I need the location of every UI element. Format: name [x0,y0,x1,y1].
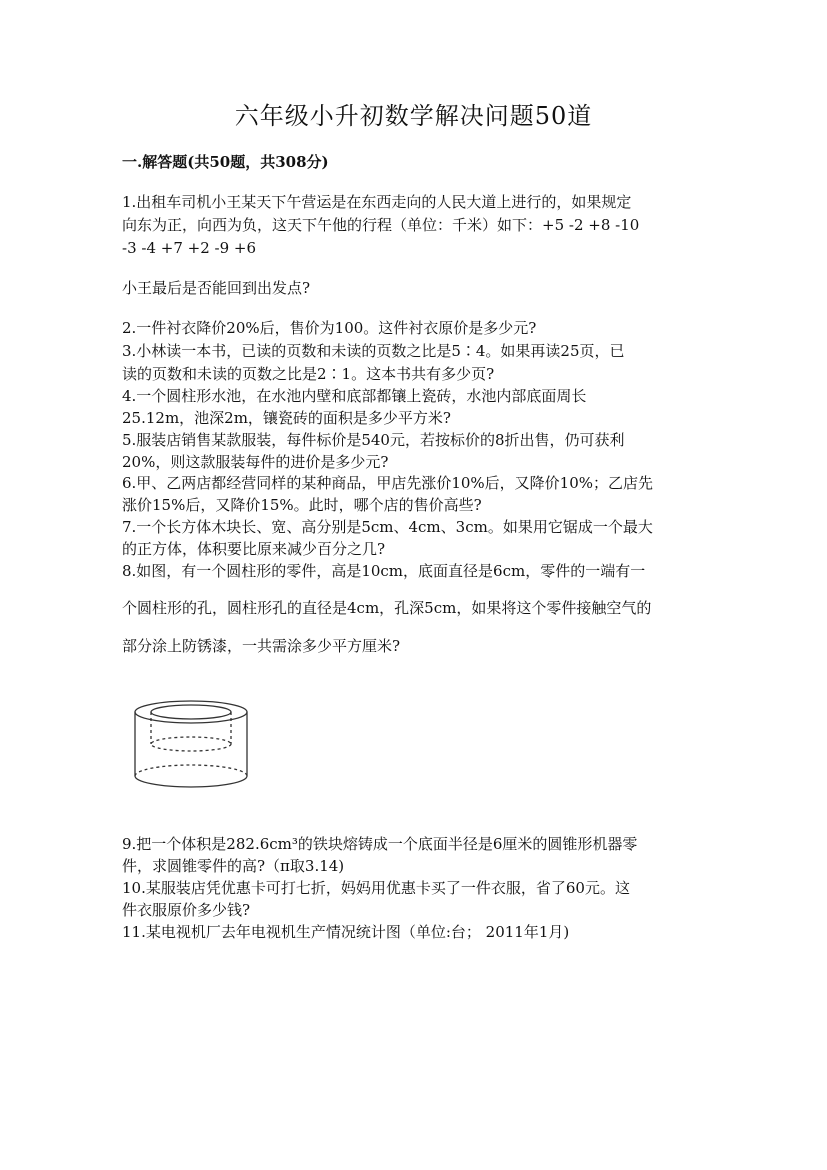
outer-top-ellipse [135,701,247,723]
problem-3-line-1: 3.小林读一本书，已读的页数和未读的页数之比是5∶4。如果再读25页，已 [122,342,625,360]
problem-2-line-1: 2.一件衬衣降价20%后，售价为100。这件衬衣原价是多少元? [122,319,537,337]
problem-10-line-1: 10.某服装店凭优惠卡可打七折，妈妈用优惠卡买了一件衣服，省了60元。这 [122,879,630,897]
inner-hole-top-ellipse [151,705,231,719]
problem-1-line-2: 向东为正，向西为负，这天下午他的行程（单位：千米）如下：+5 -2 +8 -10 [122,216,640,234]
problem-4-line-2: 25.12m，池深2m，镶瓷砖的面积是多少平方米? [122,409,451,427]
problem-1-question: 小王最后是否能回到出发点? [122,279,311,297]
problem-9-line-2: 件，求圆锥零件的高?（π取3.14) [122,857,345,875]
problem-9-line-1: 9.把一个体积是282.6cm³的铁块熔铸成一个底面半径是6厘米的圆锥形机器零 [122,835,638,853]
problem-8-line-2: 个圆柱形的孔，圆柱形孔的直径是4cm，孔深5cm，如果将这个零件接触空气的 [122,599,652,617]
problem-7-line-1: 7.一个长方体木块长、宽、高分别是5cm、4cm、3cm。如果用它锯成一个最大 [122,518,653,536]
problem-10-line-2: 件衣服原价多少钱? [122,901,251,919]
problem-3-line-2: 读的页数和未读的页数之比是2∶1。这本书共有多少页? [122,365,495,383]
cylinder-with-hole-figure [128,698,254,790]
problem-5-line-1: 5.服装店销售某款服装，每件标价是540元，若按标价的8折出售，仍可获利 [122,431,625,449]
inner-hole-bottom-ellipse [151,737,231,751]
problem-6-line-2: 涨价15%后，又降价15%。此时，哪个店的售价高些? [122,496,482,514]
page-title: 六年级小升初数学解决问题50道 [234,102,593,130]
problem-1-line-3: -3 -4 +7 +2 -9 +6 [122,239,257,257]
problem-11-line-1: 11.某电视机厂去年电视机生产情况统计图（单位:台； 2011年1月) [122,923,570,941]
problem-7-line-2: 的正方体，体积要比原来减少百分之几? [122,540,386,558]
problem-6-line-1: 6.甲、乙两店都经营同样的某种商品，甲店先涨价10%后，又降价10%；乙店先 [122,474,653,492]
problem-5-line-2: 20%，则这款服装每件的进价是多少元? [122,453,389,471]
problem-1-line-1: 1.出租车司机小王某天下午营运是在东西走向的人民大道上进行的，如果规定 [122,193,632,211]
problem-4-line-1: 4.一个圆柱形水池，在水池内壁和底部都镶上瓷砖，水池内部底面周长 [122,387,587,405]
section-heading: 一.解答题(共50题，共308分) [122,153,329,171]
outer-bottom-back-arc [135,765,247,776]
outer-bottom-front-arc [135,776,247,787]
problem-8-line-3: 部分涂上防锈漆，一共需涂多少平方厘米? [122,637,401,655]
problem-8-line-1: 8.如图，有一个圆柱形的零件，高是10cm，底面直径是6cm，零件的一端有一 [122,562,646,580]
